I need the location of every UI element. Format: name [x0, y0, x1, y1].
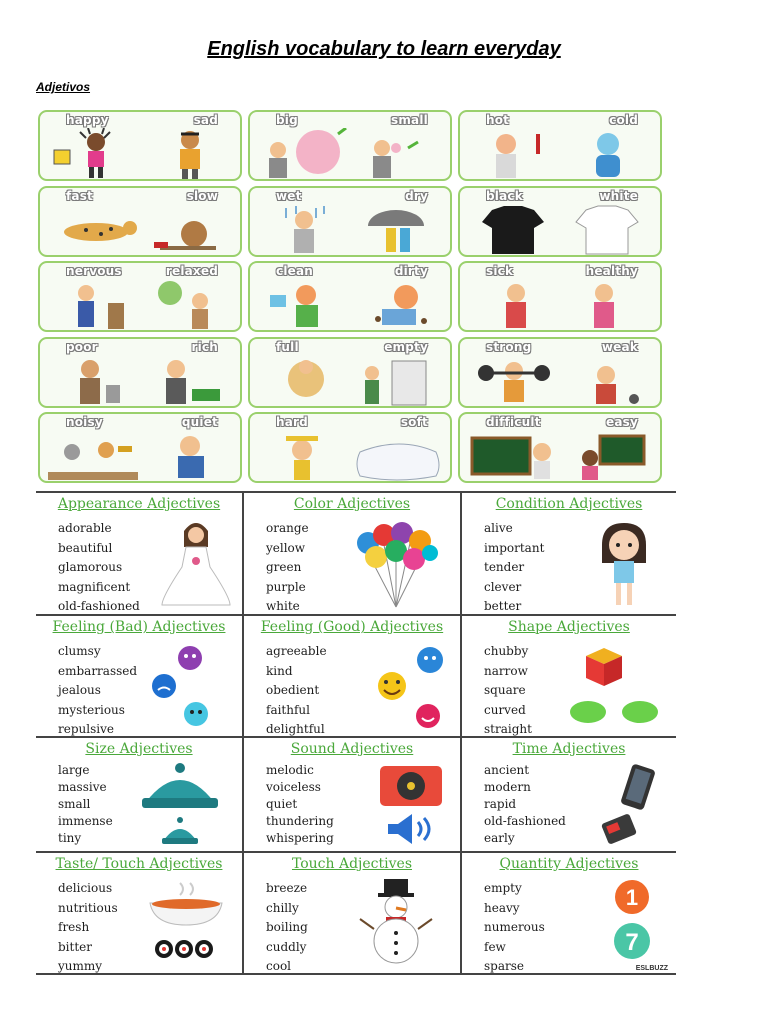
opposite-left-word: noisy: [66, 415, 103, 429]
list-item: sparse: [484, 959, 524, 973]
category-cell: [244, 616, 460, 736]
list-item: important: [484, 540, 545, 555]
list-item: square: [484, 683, 526, 697]
list-item: curved: [484, 702, 526, 717]
brand-logo: ESLBUZZ: [635, 965, 668, 972]
list-item: repulsive: [58, 722, 114, 736]
list-item: clever: [484, 579, 522, 594]
pillow-icon: [350, 430, 444, 482]
opposite-right-word: cold: [609, 113, 638, 127]
category-cell: [462, 616, 676, 736]
happy-person-icon: [46, 128, 140, 180]
opposite-card: [248, 412, 452, 483]
category-title: Feeling (Bad) Adjectives: [52, 619, 226, 635]
list-item: small: [58, 797, 91, 811]
category-cell: [36, 616, 242, 736]
clean-person-icon: [256, 279, 350, 331]
word-list: [266, 762, 334, 847]
list-item: few: [484, 939, 506, 954]
category-cell: [36, 853, 242, 975]
opposite-left-word: clean: [276, 264, 314, 278]
category-title: Quantity Adjectives: [499, 856, 639, 872]
list-item: yellow: [266, 540, 306, 555]
word-list: [484, 879, 545, 975]
opposite-right-word: healthy: [585, 264, 638, 278]
category-title: Taste/ Touch Adjectives: [55, 856, 223, 872]
category-title: Size Adjectives: [85, 741, 193, 757]
list-item: delightful: [266, 722, 325, 736]
list-item: narrow: [484, 663, 528, 678]
list-item: kind: [266, 663, 293, 678]
list-item: melodic: [266, 763, 314, 777]
list-item: nutritious: [58, 900, 118, 915]
opposite-right-word: quiet: [181, 415, 218, 429]
number-badge-seven: 7: [625, 929, 639, 956]
relaxed-person-icon: [140, 279, 234, 331]
quiet-person-icon: [140, 430, 234, 482]
opposite-right-word: slow: [186, 189, 218, 203]
list-item: tiny: [58, 831, 82, 845]
list-item: ancient: [484, 763, 530, 777]
list-item: agreeable: [266, 644, 327, 658]
word-list: [266, 519, 309, 614]
list-item: modern: [484, 780, 531, 794]
black-shirt-icon: [466, 204, 560, 256]
opposite-right-word: weak: [601, 340, 638, 354]
list-item: thundering: [266, 814, 334, 828]
list-item: delicious: [58, 881, 113, 895]
opposite-right-word: white: [599, 189, 638, 203]
list-item: green: [266, 560, 302, 574]
number-badge-one: 1: [625, 885, 639, 910]
small-bubble-icon: [350, 128, 444, 180]
bride-icon: [158, 519, 234, 607]
category-title: Feeling (Good) Adjectives: [260, 619, 444, 635]
noisy-scene-icon: [46, 430, 140, 482]
list-item: jealous: [58, 683, 101, 697]
rich-person-icon: [140, 355, 234, 407]
category-cell: [36, 493, 242, 614]
list-item: chilly: [266, 900, 299, 915]
food-icon: [140, 879, 236, 969]
list-item: whispering: [266, 831, 334, 845]
list-item: cuddly: [266, 939, 307, 954]
list-item: quiet: [266, 797, 298, 811]
opposite-card: [458, 337, 662, 408]
list-item: beautiful: [58, 540, 113, 555]
list-item: tender: [484, 560, 525, 574]
list-item: old-fashioned: [58, 599, 140, 613]
list-item: yummy: [58, 959, 103, 973]
hot-person-icon: [466, 128, 560, 180]
list-item: magnificent: [58, 579, 131, 594]
section-label: Adjetivos: [36, 80, 91, 94]
category-title: Time Adjectives: [512, 741, 626, 757]
hats-icon: [136, 762, 226, 848]
list-item: white: [266, 599, 300, 613]
opposite-left-word: poor: [66, 340, 98, 354]
opposite-right-word: empty: [384, 340, 428, 354]
list-item: embarrassed: [58, 663, 138, 678]
opposite-card: [458, 412, 662, 483]
shapes-icon: [564, 642, 674, 728]
opposite-card: [248, 186, 452, 257]
opposite-left-word: full: [276, 340, 299, 354]
opposite-left-word: big: [276, 113, 298, 127]
word-list: [58, 879, 118, 975]
big-bubble-icon: [256, 128, 350, 180]
category-title: Shape Adjectives: [508, 619, 630, 635]
weak-person-icon: [560, 355, 654, 407]
list-item: mysterious: [58, 702, 125, 717]
category-title: Touch Adjectives: [291, 856, 413, 872]
list-item: immense: [58, 814, 113, 828]
list-item: massive: [58, 780, 107, 794]
list-item: bitter: [58, 939, 93, 954]
list-item: large: [58, 763, 90, 777]
category-cell: [244, 493, 460, 614]
list-item: adorable: [58, 521, 112, 535]
nervous-speaker-icon: [46, 279, 140, 331]
word-list: [58, 762, 113, 847]
list-item: old-fashioned: [484, 814, 566, 828]
list-item: clumsy: [58, 644, 101, 658]
opposite-right-word: dirty: [394, 264, 428, 278]
strong-person-icon: [466, 355, 560, 407]
list-item: cool: [266, 959, 292, 973]
hard-head-icon: [256, 430, 350, 482]
list-item: early: [484, 831, 515, 845]
opposite-card: [248, 110, 452, 181]
category-title: Appearance Adjectives: [57, 496, 221, 512]
word-list: [484, 519, 544, 614]
opposite-right-word: small: [391, 113, 428, 127]
dirty-person-icon: [350, 279, 444, 331]
list-item: voiceless: [266, 780, 321, 794]
word-list: [58, 642, 137, 736]
opposite-left-word: nervous: [66, 264, 122, 278]
phones-icon: [592, 764, 672, 848]
list-item: purple: [266, 579, 306, 594]
snail-icon: [140, 204, 234, 256]
opposite-left-word: sick: [486, 264, 514, 278]
opposite-card: [458, 110, 662, 181]
opposite-right-word: sad: [193, 113, 218, 127]
opposite-left-word: hot: [486, 113, 510, 127]
opposite-left-word: wet: [276, 189, 302, 203]
sad-faces-icon: [142, 640, 232, 730]
list-item: numerous: [484, 920, 545, 934]
balloons-icon: [350, 521, 442, 609]
full-person-icon: [256, 355, 350, 407]
list-item: straight: [484, 722, 532, 736]
category-cell: [462, 493, 676, 614]
opposite-right-word: rich: [191, 340, 218, 354]
list-item: heavy: [484, 900, 520, 915]
category-cell: [462, 853, 676, 975]
opposites-grid: [36, 108, 664, 486]
opposite-right-word: dry: [405, 189, 428, 203]
speaker-icon: [376, 764, 446, 848]
opposite-left-word: happy: [66, 113, 109, 127]
category-title: Condition Adjectives: [495, 496, 643, 512]
adjective-categories-table: [36, 491, 676, 975]
opposite-card: [458, 261, 662, 332]
healthy-person-icon: [560, 279, 654, 331]
opposite-right-word: easy: [605, 415, 638, 429]
list-item: chubby: [484, 644, 529, 658]
girl-icon: [594, 521, 654, 609]
happy-faces-icon: [348, 640, 448, 730]
wet-person-icon: [256, 204, 350, 256]
opposite-left-word: hard: [276, 415, 308, 429]
list-item: boiling: [266, 920, 308, 934]
list-item: glamorous: [58, 560, 123, 574]
opposite-left-word: difficult: [486, 415, 541, 429]
sick-person-icon: [466, 279, 560, 331]
umbrella-icon: [350, 204, 444, 256]
list-item: faithful: [266, 702, 310, 717]
poor-person-icon: [46, 355, 140, 407]
empty-fridge-icon: [350, 355, 444, 407]
category-cell: [244, 853, 460, 975]
cheetah-icon: [46, 204, 140, 256]
opposite-card: [38, 261, 242, 332]
word-list: [58, 519, 140, 614]
opposite-right-word: soft: [400, 415, 428, 429]
opposite-card: [248, 261, 452, 332]
opposite-card: [248, 337, 452, 408]
opposite-right-word: relaxed: [165, 264, 218, 278]
list-item: obedient: [266, 683, 320, 697]
easy-board-icon: [560, 430, 654, 482]
list-item: alive: [484, 521, 513, 535]
opposite-card: [38, 337, 242, 408]
opposite-card: [38, 186, 242, 257]
opposite-left-word: black: [486, 189, 523, 203]
word-list: [266, 642, 327, 736]
opposite-card: [38, 110, 242, 181]
page-title: English vocabulary to learn everyday: [207, 38, 561, 60]
cold-person-icon: [560, 128, 654, 180]
numbers-icon: [602, 879, 662, 963]
list-item: orange: [266, 521, 309, 535]
category-title: Sound Adjectives: [290, 741, 414, 757]
category-cell: [462, 738, 676, 851]
list-item: empty: [484, 881, 522, 895]
list-item: rapid: [484, 797, 517, 811]
category-cell: [244, 738, 460, 851]
list-item: fresh: [58, 920, 90, 934]
sad-person-icon: [140, 128, 234, 180]
list-item: breeze: [266, 881, 308, 895]
opposite-left-word: strong: [486, 340, 532, 354]
word-list: [484, 642, 532, 736]
category-cell: [36, 738, 242, 851]
snowman-icon: [356, 877, 436, 971]
chalkboard-icon: [466, 430, 560, 482]
word-list: [484, 762, 566, 847]
category-title: Color Adjectives: [293, 496, 411, 512]
list-item: better: [484, 599, 522, 613]
opposite-card: [458, 186, 662, 257]
opposite-left-word: fast: [66, 189, 93, 203]
word-list: [266, 879, 308, 975]
opposite-card: [38, 412, 242, 483]
white-shirt-icon: [560, 204, 654, 256]
